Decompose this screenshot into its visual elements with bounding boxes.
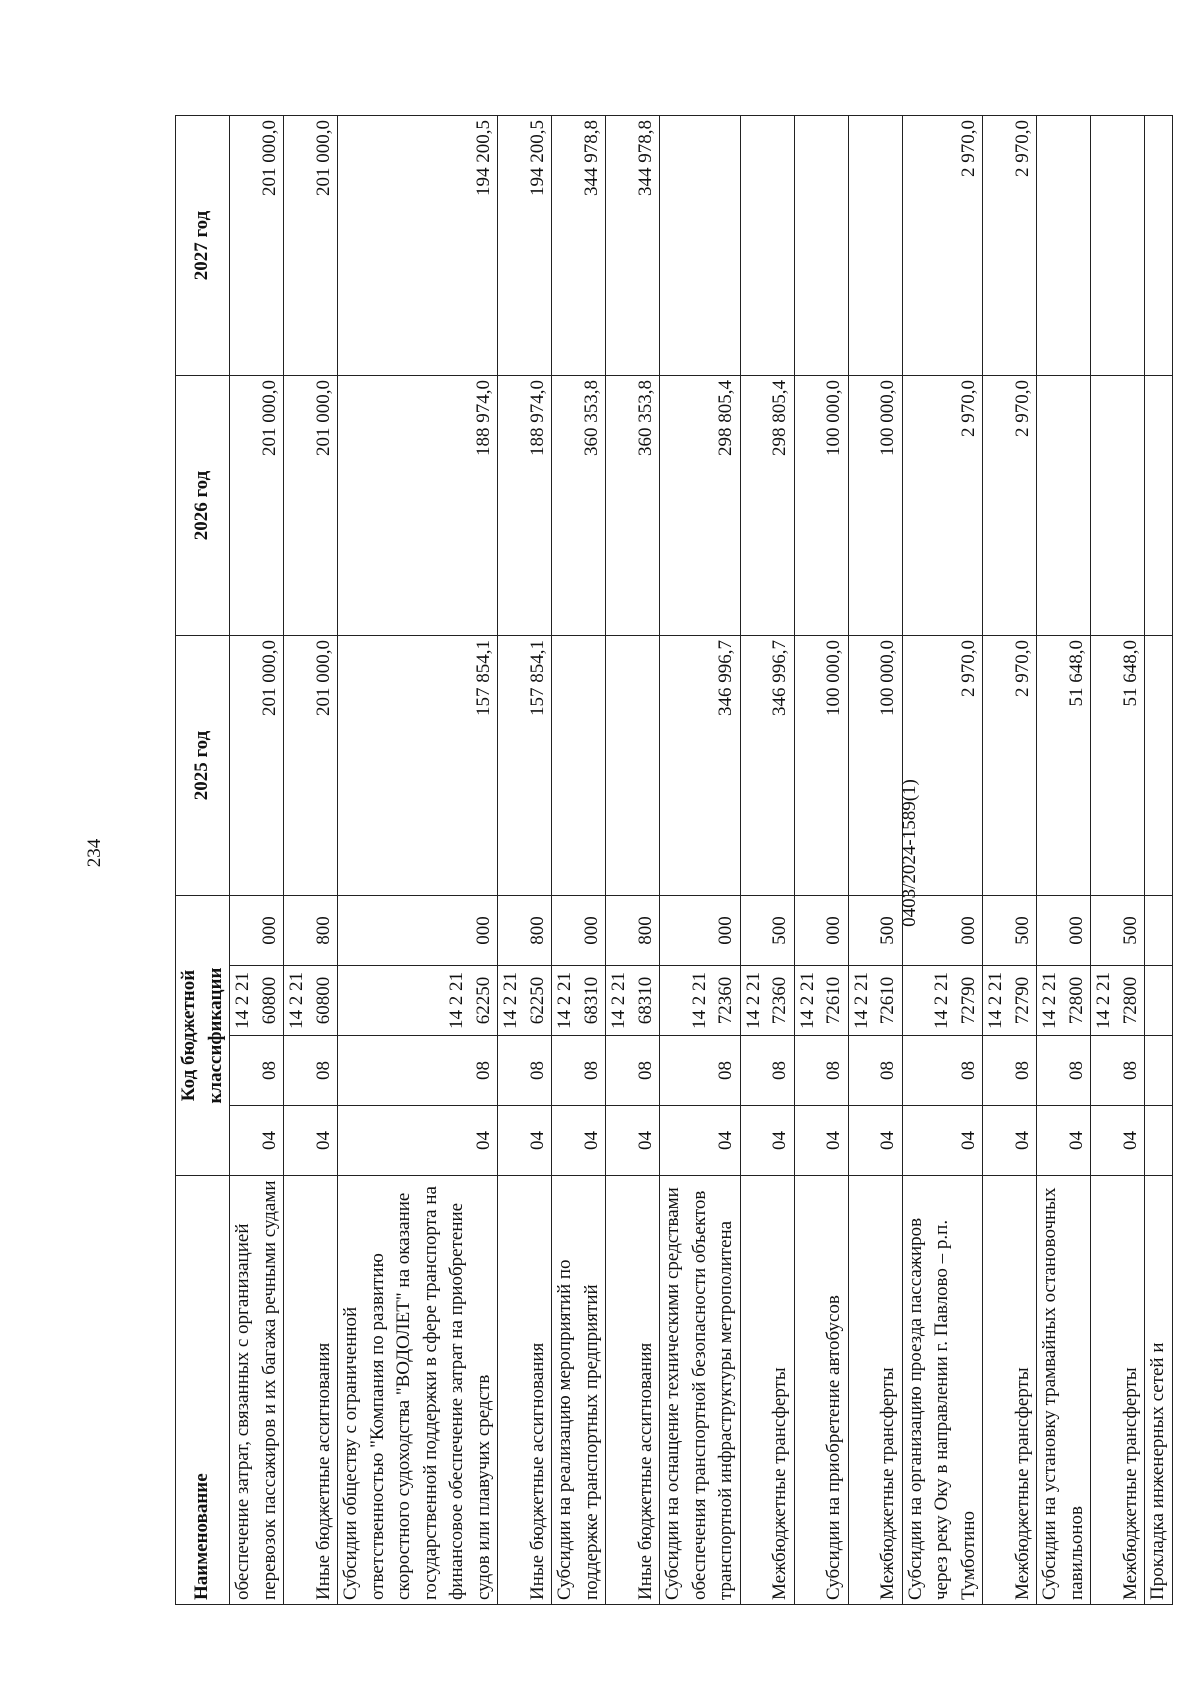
table-row <box>848 116 902 1605</box>
code-subsection: 08 <box>498 1036 552 1106</box>
amount-2027: 344 978,8 <box>552 116 606 376</box>
code-subsection: 08 <box>902 1036 983 1106</box>
code-subsection: 08 <box>794 1036 848 1106</box>
code-expense-type: 500 <box>740 896 794 966</box>
code-target: 14 2 21 72360 <box>740 966 794 1036</box>
amount-2026: 201 000,0 <box>230 376 284 636</box>
row-name: Субсидии на установку трамвайных остановочных павильонов <box>1037 1176 1091 1605</box>
amount-2026: 360 353,8 <box>606 376 660 636</box>
code-section: 04 <box>660 1106 741 1176</box>
table-row <box>1091 116 1145 1605</box>
amount-2027 <box>1091 116 1145 376</box>
amount-2026: 201 000,0 <box>284 376 338 636</box>
table-body <box>230 116 1173 1605</box>
code-expense-type: 500 <box>983 896 1037 966</box>
amount-2026: 100 000,0 <box>794 376 848 636</box>
amount-2026 <box>1145 376 1173 636</box>
code-expense-type <box>1145 896 1173 966</box>
row-name: Субсидии обществу с ограниченной ответственностью "Компания по развитию скоростного судоходства "ВОДОЛЕТ" на оказание государственной поддержки в сфере транспорта на финансовое обеспечение затрат на приобретение судов или плавучих средств <box>338 1176 498 1605</box>
code-section: 04 <box>552 1106 606 1176</box>
code-subsection: 08 <box>660 1036 741 1106</box>
code-expense-type: 000 <box>794 896 848 966</box>
code-section: 04 <box>1037 1106 1091 1176</box>
amount-2027: 2 970,0 <box>902 116 983 376</box>
amount-2025 <box>606 636 660 896</box>
code-expense-type: 000 <box>902 896 983 966</box>
header-2026: 2026 год <box>176 376 230 636</box>
code-section: 04 <box>902 1106 983 1176</box>
table-row <box>230 116 284 1605</box>
budget-table-sheet <box>175 115 1168 1605</box>
amount-2026 <box>1091 376 1145 636</box>
header-name: Наименование <box>176 1176 230 1605</box>
code-section: 04 <box>284 1106 338 1176</box>
row-name: Субсидии на реализацию мероприятий по поддержке транспортных предприятий <box>552 1176 606 1605</box>
amount-2026: 188 974,0 <box>338 376 498 636</box>
row-name: Иные бюджетные ассигнования <box>498 1176 552 1605</box>
table-row <box>498 116 552 1605</box>
amount-2025: 51 648,0 <box>1037 636 1091 896</box>
table-row <box>1037 116 1091 1605</box>
amount-2027: 201 000,0 <box>284 116 338 376</box>
code-subsection <box>1145 1036 1173 1106</box>
amount-2027 <box>740 116 794 376</box>
amount-2025: 2 970,0 <box>983 636 1037 896</box>
amount-2025: 100 000,0 <box>794 636 848 896</box>
amount-2025: 157 854,1 <box>498 636 552 896</box>
code-subsection: 08 <box>1091 1036 1145 1106</box>
code-target <box>1145 966 1173 1036</box>
code-section: 04 <box>983 1106 1037 1176</box>
code-expense-type: 500 <box>848 896 902 966</box>
amount-2025 <box>1145 636 1173 896</box>
code-section: 04 <box>338 1106 498 1176</box>
amount-2026: 298 805,4 <box>740 376 794 636</box>
amount-2027: 194 200,5 <box>338 116 498 376</box>
code-subsection: 08 <box>1037 1036 1091 1106</box>
code-subsection: 08 <box>338 1036 498 1106</box>
code-section: 04 <box>230 1106 284 1176</box>
code-target: 14 2 21 72610 <box>794 966 848 1036</box>
code-subsection: 08 <box>606 1036 660 1106</box>
amount-2026: 360 353,8 <box>552 376 606 636</box>
amount-2027: 344 978,8 <box>606 116 660 376</box>
amount-2026: 100 000,0 <box>848 376 902 636</box>
header-2027: 2027 год <box>176 116 230 376</box>
table-row <box>338 116 498 1605</box>
code-target: 14 2 21 72790 <box>983 966 1037 1036</box>
amount-2027: 194 200,5 <box>498 116 552 376</box>
code-subsection: 08 <box>740 1036 794 1106</box>
table-header-row <box>176 116 230 1605</box>
code-section: 04 <box>794 1106 848 1176</box>
amount-2027 <box>848 116 902 376</box>
code-target: 14 2 21 72610 <box>848 966 902 1036</box>
amount-2025 <box>552 636 606 896</box>
code-target: 14 2 21 62250 <box>498 966 552 1036</box>
row-name: Иные бюджетные ассигнования <box>606 1176 660 1605</box>
code-expense-type: 000 <box>1037 896 1091 966</box>
table-row <box>983 116 1037 1605</box>
table-row <box>606 116 660 1605</box>
code-expense-type: 800 <box>498 896 552 966</box>
amount-2026: 298 805,4 <box>660 376 741 636</box>
amount-2027 <box>1145 116 1173 376</box>
table-row <box>552 116 606 1605</box>
code-section: 04 <box>740 1106 794 1176</box>
row-name: Межбюджетные трансферты <box>740 1176 794 1605</box>
amount-2025: 346 996,7 <box>660 636 741 896</box>
amount-2026: 2 970,0 <box>983 376 1037 636</box>
code-target: 14 2 21 62250 <box>338 966 498 1036</box>
amount-2025: 201 000,0 <box>230 636 284 896</box>
code-target: 14 2 21 72790 <box>902 966 983 1036</box>
code-subsection: 08 <box>848 1036 902 1106</box>
amount-2025: 346 996,7 <box>740 636 794 896</box>
table-row <box>284 116 338 1605</box>
row-name: Межбюджетные трансферты <box>983 1176 1037 1605</box>
code-expense-type: 000 <box>230 896 284 966</box>
code-expense-type: 800 <box>606 896 660 966</box>
code-expense-type: 000 <box>338 896 498 966</box>
amount-2026: 2 970,0 <box>902 376 983 636</box>
amount-2026: 188 974,0 <box>498 376 552 636</box>
table-row <box>794 116 848 1605</box>
table-row <box>740 116 794 1605</box>
row-name: Иные бюджетные ассигнования <box>284 1176 338 1605</box>
row-name: Субсидии на организацию проезда пассажиров через реку Оку в направлении г. Павлово – р.п. Тумботино <box>902 1176 983 1605</box>
code-section: 04 <box>498 1106 552 1176</box>
code-section: 04 <box>848 1106 902 1176</box>
code-section: 04 <box>1091 1106 1145 1176</box>
amount-2025: 2 970,0 <box>902 636 983 896</box>
table-row <box>660 116 741 1605</box>
document-id: 0403/2024-1589(1) <box>899 779 920 927</box>
amount-2027: 2 970,0 <box>983 116 1037 376</box>
code-expense-type: 500 <box>1091 896 1145 966</box>
amount-2027 <box>660 116 741 376</box>
amount-2025: 100 000,0 <box>848 636 902 896</box>
amount-2025: 51 648,0 <box>1091 636 1145 896</box>
row-name: Прокладка инженерных сетей и <box>1145 1176 1173 1605</box>
amount-2025: 157 854,1 <box>338 636 498 896</box>
code-target: 14 2 21 72800 <box>1037 966 1091 1036</box>
code-section <box>1145 1106 1173 1176</box>
code-expense-type: 800 <box>284 896 338 966</box>
code-section: 04 <box>606 1106 660 1176</box>
code-target: 14 2 21 68310 <box>552 966 606 1036</box>
code-subsection: 08 <box>552 1036 606 1106</box>
code-subsection: 08 <box>230 1036 284 1106</box>
row-name: Субсидии на оснащение техническими средствами обеспечения транспортной безопасности объектов транспортной инфраструктуры метрополитена <box>660 1176 741 1605</box>
row-name: Межбюджетные трансферты <box>1091 1176 1145 1605</box>
code-target: 14 2 21 72360 <box>660 966 741 1036</box>
row-name: Субсидии на приобретение автобусов <box>794 1176 848 1605</box>
amount-2027 <box>1037 116 1091 376</box>
amount-2026 <box>1037 376 1091 636</box>
code-subsection: 08 <box>284 1036 338 1106</box>
amount-2027: 201 000,0 <box>230 116 284 376</box>
budget-table <box>175 115 1173 1605</box>
code-target: 14 2 21 68310 <box>606 966 660 1036</box>
code-subsection: 08 <box>983 1036 1037 1106</box>
code-expense-type: 000 <box>660 896 741 966</box>
page-number: 234 <box>84 838 105 868</box>
code-target: 14 2 21 60800 <box>230 966 284 1036</box>
amount-2025: 201 000,0 <box>284 636 338 896</box>
row-name: обеспечение затрат, связанных с организацией перевозок пассажиров и их багажа речными судами <box>230 1176 284 1605</box>
amount-2027 <box>794 116 848 376</box>
header-code: Код бюджетной классификации <box>176 896 230 1176</box>
code-expense-type: 000 <box>552 896 606 966</box>
header-2025: 2025 год <box>176 636 230 896</box>
row-name: Межбюджетные трансферты <box>848 1176 902 1605</box>
table-row <box>1145 116 1173 1605</box>
code-target: 14 2 21 72800 <box>1091 966 1145 1036</box>
code-target: 14 2 21 60800 <box>284 966 338 1036</box>
